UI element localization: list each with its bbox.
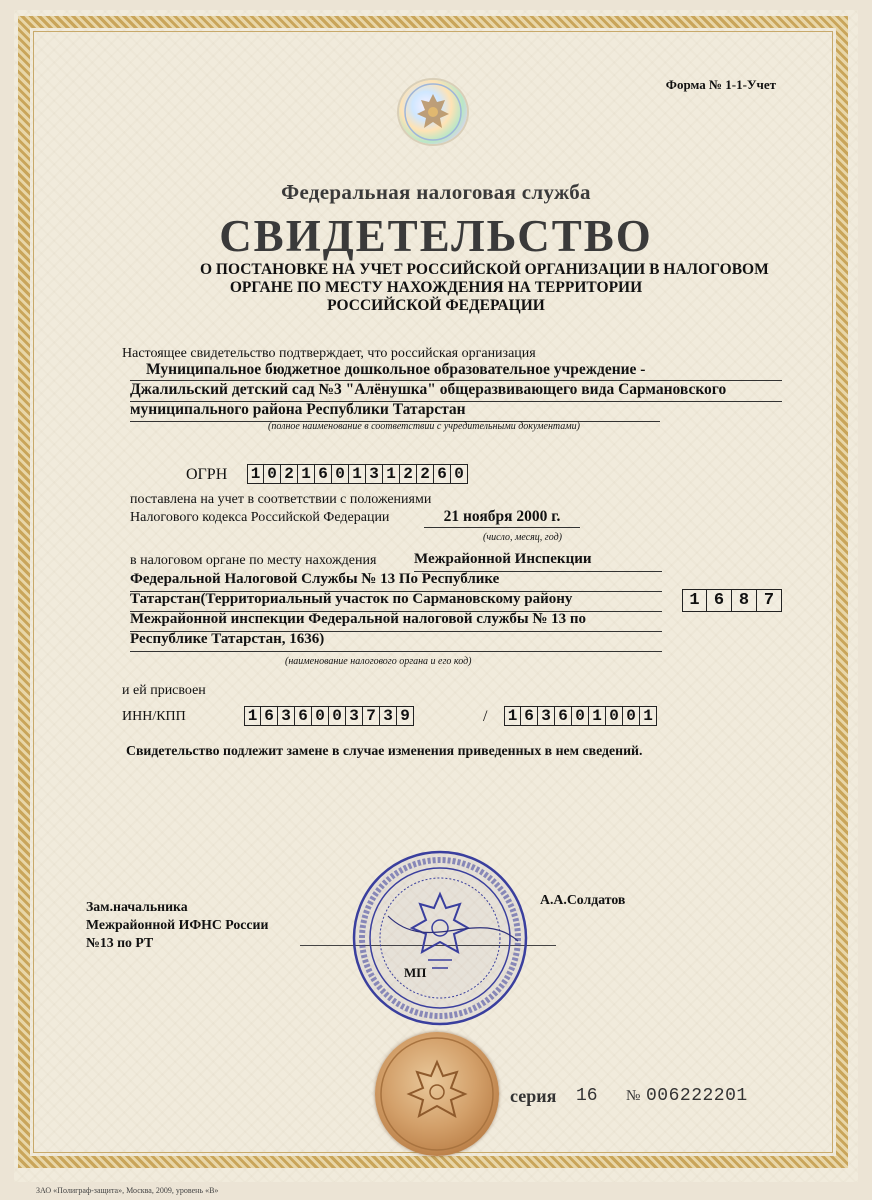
organization-name-line: Муниципальное бюджетное дошкольное образовательное учреждение - bbox=[130, 361, 782, 381]
tax-authority-line: Межрайонной Инспекции bbox=[414, 551, 662, 572]
tax-authority-line: Федеральной Налоговой Службы № 13 По Республике bbox=[130, 571, 662, 592]
organization-hint: (полное наименование в соответствии с учредительными документами) bbox=[268, 421, 580, 432]
ogrn-digit: 0 bbox=[451, 464, 468, 484]
gold-seal-icon bbox=[375, 1032, 499, 1156]
kpp-digit: 1 bbox=[589, 706, 606, 726]
hologram-emblem-icon bbox=[399, 80, 467, 144]
tax-authority-line: Республике Татарстан, 1636) bbox=[130, 631, 662, 652]
signer-name: А.А.Солдатов bbox=[540, 892, 626, 907]
inn-digit: 3 bbox=[346, 706, 363, 726]
kpp-digit: 3 bbox=[538, 706, 555, 726]
subtitle-line: О ПОСТАНОВКЕ НА УЧЕТ РОССИЙСКОЙ ОРГАНИЗАЦИИ В НАЛОГОВОМ bbox=[200, 261, 769, 278]
ogrn-digit: 3 bbox=[366, 464, 383, 484]
kpp-digit: 6 bbox=[555, 706, 572, 726]
certificate-number: 006222201 bbox=[646, 1086, 748, 1106]
inn-digit: 6 bbox=[261, 706, 278, 726]
ogrn-digit: 6 bbox=[434, 464, 451, 484]
ogrn-digit: 6 bbox=[315, 464, 332, 484]
kpp-digit-boxes bbox=[504, 706, 657, 726]
inn-digit: 6 bbox=[295, 706, 312, 726]
ogrn-digit: 0 bbox=[332, 464, 349, 484]
intro-text: Настоящее свидетельство подтверждает, что российская организация bbox=[122, 346, 536, 361]
signer-position-line: №13 по РТ bbox=[86, 935, 154, 950]
signer-position bbox=[86, 898, 268, 952]
tax-authority-hint: (наименование налогового органа и его код) bbox=[285, 656, 472, 667]
official-stamp-icon bbox=[348, 846, 532, 1030]
inn-digit: 0 bbox=[312, 706, 329, 726]
replacement-notice: Свидетельство подлежит замене в случае изменения приведенных в нем сведений. bbox=[126, 743, 643, 758]
inn-digit: 9 bbox=[397, 706, 414, 726]
ogrn-digit-boxes bbox=[247, 464, 468, 484]
tax-authority-line: Татарстан(Территориальный участок по Сармановскому району bbox=[130, 591, 662, 612]
inn-digit: 1 bbox=[244, 706, 261, 726]
kpp-digit: 6 bbox=[521, 706, 538, 726]
ogrn-label: ОГРН bbox=[186, 466, 228, 483]
registration-text: Налогового кодекса Российской Федерации bbox=[130, 510, 390, 525]
kpp-digit: 0 bbox=[572, 706, 589, 726]
subtitle-line: РОССИЙСКОЙ ФЕДЕРАЦИИ bbox=[327, 297, 545, 314]
inn-digit-boxes bbox=[244, 706, 414, 726]
ogrn-digit: 1 bbox=[383, 464, 400, 484]
registration-text: поставлена на учет в соответствии с положениями bbox=[130, 492, 432, 507]
signer-position-line: Межрайонной ИФНС России bbox=[86, 917, 269, 932]
organization-name-line: муниципального района Республики Татарстан bbox=[130, 401, 660, 422]
document-title: СВИДЕТЕЛЬСТВО bbox=[219, 211, 653, 261]
organization-name-line: Джалильский детский сад №3 "Алёнушка" общеразвивающего вида Сармановского bbox=[130, 381, 782, 402]
tax-authority-label: в налоговом органе по месту нахождения bbox=[130, 553, 377, 568]
kpp-digit: 0 bbox=[623, 706, 640, 726]
code-digit: 7 bbox=[757, 589, 782, 612]
kpp-digit: 1 bbox=[504, 706, 521, 726]
code-digit: 6 bbox=[707, 589, 732, 612]
code-digit: 8 bbox=[732, 589, 757, 612]
ogrn-digit: 1 bbox=[298, 464, 315, 484]
ogrn-digit: 2 bbox=[417, 464, 434, 484]
stamp-place-label: МП bbox=[404, 965, 427, 980]
ogrn-digit: 0 bbox=[264, 464, 281, 484]
inn-kpp-label: ИНН/КПП bbox=[122, 709, 186, 724]
kpp-digit: 1 bbox=[640, 706, 657, 726]
inn-digit: 3 bbox=[380, 706, 397, 726]
series-label: серия bbox=[510, 1086, 557, 1106]
subtitle-line: ОРГАНЕ ПО МЕСТУ НАХОЖДЕНИЯ НА ТЕРРИТОРИИ bbox=[229, 279, 643, 296]
kpp-digit: 0 bbox=[606, 706, 623, 726]
printer-note: ЗАО «Полиграф-защита», Москва, 2009, уровень «В» bbox=[36, 1186, 219, 1195]
tax-authority-line: Межрайонной инспекции Федеральной налоговой службы № 13 по bbox=[130, 611, 662, 632]
code-digit: 1 bbox=[682, 589, 707, 612]
date-hint: (число, месяц, год) bbox=[483, 532, 562, 543]
signer-position-line: Зам.начальника bbox=[86, 899, 188, 914]
inn-digit: 7 bbox=[363, 706, 380, 726]
inn-digit: 0 bbox=[329, 706, 346, 726]
series-value: 16 bbox=[576, 1086, 598, 1106]
tax-authority-code-boxes bbox=[682, 589, 782, 612]
ogrn-digit: 2 bbox=[400, 464, 417, 484]
document-subtitle bbox=[200, 261, 769, 315]
ogrn-digit: 2 bbox=[281, 464, 298, 484]
ogrn-digit: 1 bbox=[247, 464, 264, 484]
inn-kpp-separator: / bbox=[483, 708, 488, 725]
inn-digit: 3 bbox=[278, 706, 295, 726]
form-number: Форма № 1-1-Учет bbox=[665, 77, 776, 92]
assigned-label: и ей присвоен bbox=[122, 683, 206, 698]
ogrn-digit: 1 bbox=[349, 464, 366, 484]
agency-name: Федеральная налоговая служба bbox=[281, 180, 591, 204]
number-sign: № bbox=[626, 1088, 641, 1104]
registration-date: 21 ноября 2000 г. bbox=[424, 508, 580, 528]
